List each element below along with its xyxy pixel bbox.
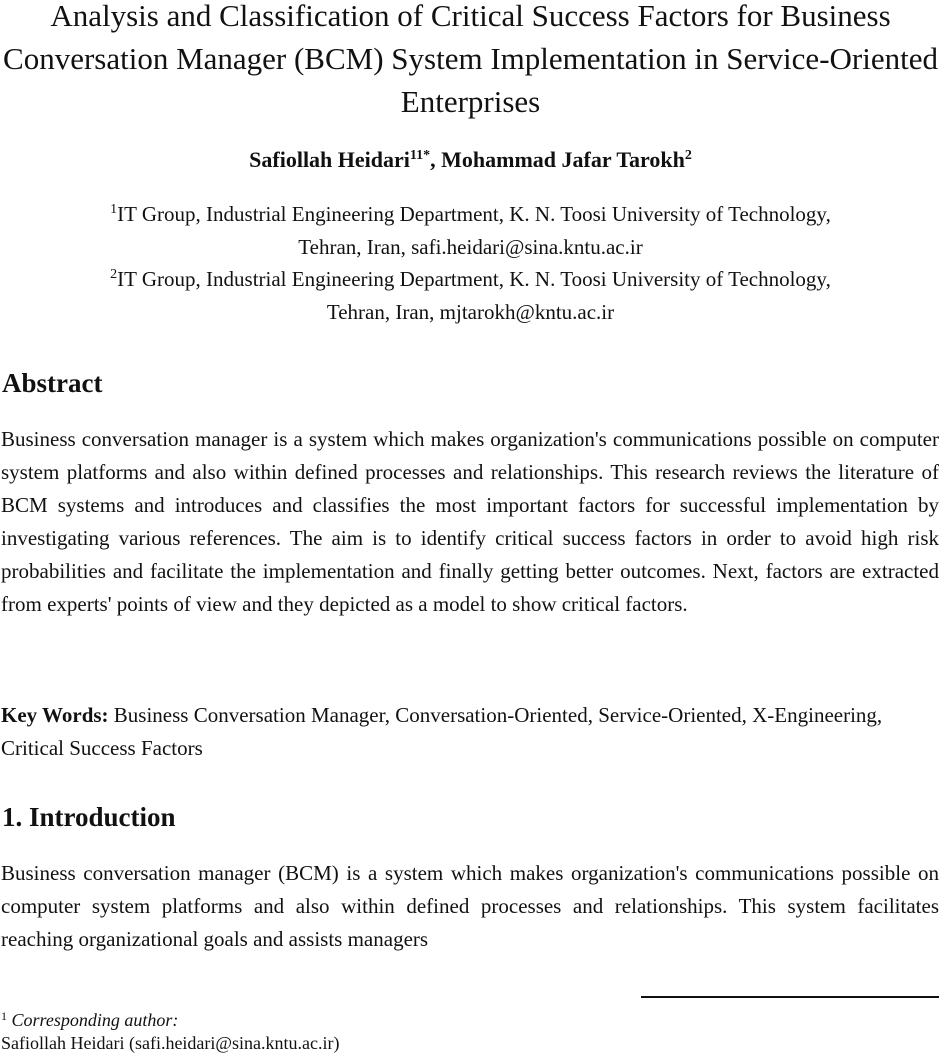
abstract-heading: Abstract [2,368,103,398]
affiliation-2 [0,263,941,329]
paper-title: Analysis and Classification of Critical Success Factors for Business Conversation Manager (BCM) System Implementation in Service-Oriented Enterprises [3,0,938,119]
affiliation-text: IT Group, Industrial Engineering Department, K. N. Toosi University of Technology, [117,267,831,291]
affiliation-1 [0,198,941,264]
author-name: Mohammad Jafar Tarokh [441,147,685,172]
author-separator: , [430,147,442,172]
affiliation-superscript: 1 [110,202,118,217]
keywords-text: Business Conversation Manager, Conversation-Oriented, Service-Oriented, X-Engineering, Critical Success Factors [1,703,883,760]
author-superscript: 2 [684,148,692,163]
affiliation-text: IT Group, Industrial Engineering Department, K. N. Toosi University of Technology, [117,202,831,226]
introduction-text: Business conversation manager (BCM) is a system which makes organization's communications possible on computer system platforms and also within defined processes and relationships. This system facilitates reaching organizational goals and assists managers [1,861,939,951]
author-list [0,144,941,176]
keywords-label: Key Words: [1,703,109,727]
footnote-line [1,1009,601,1032]
affiliation-line: Tehran, Iran, safi.heidari@sina.kntu.ac.ir [298,235,643,259]
footnote-divider [641,996,939,998]
footnote-label: Corresponding author: [11,1010,179,1030]
affiliation-line [0,263,941,296]
keywords [1,699,939,765]
footnote [1,1009,601,1055]
author-name: Safiollah Heidari [249,147,410,172]
footnote-line: Safiollah Heidari (safi.heidari@sina.kntu.ac.ir) [1,1033,340,1053]
introduction-heading: 1. Introduction [2,802,176,832]
author-superscript: 11* [409,148,431,163]
abstract-text: Business conversation manager is a system which makes organization's communications possible on computer system platforms and also within defined processes and relationships. This research reviews the literature of BCM systems and introduces and classifies the most important factors for successful implementation by investigating various references. The aim is to identify critical success factors in order to avoid high risk probabilities and facilitate the implementation and finally getting better outcomes. Next, factors are extracted from experts' points of view and they depicted as a model to show critical factors. [1,427,939,616]
affiliation-line: Tehran, Iran, mjtarokh@kntu.ac.ir [326,300,615,324]
affiliation-line [0,198,941,231]
affiliation-superscript: 2 [110,267,118,282]
footnote-superscript: 1 [1,1009,7,1023]
